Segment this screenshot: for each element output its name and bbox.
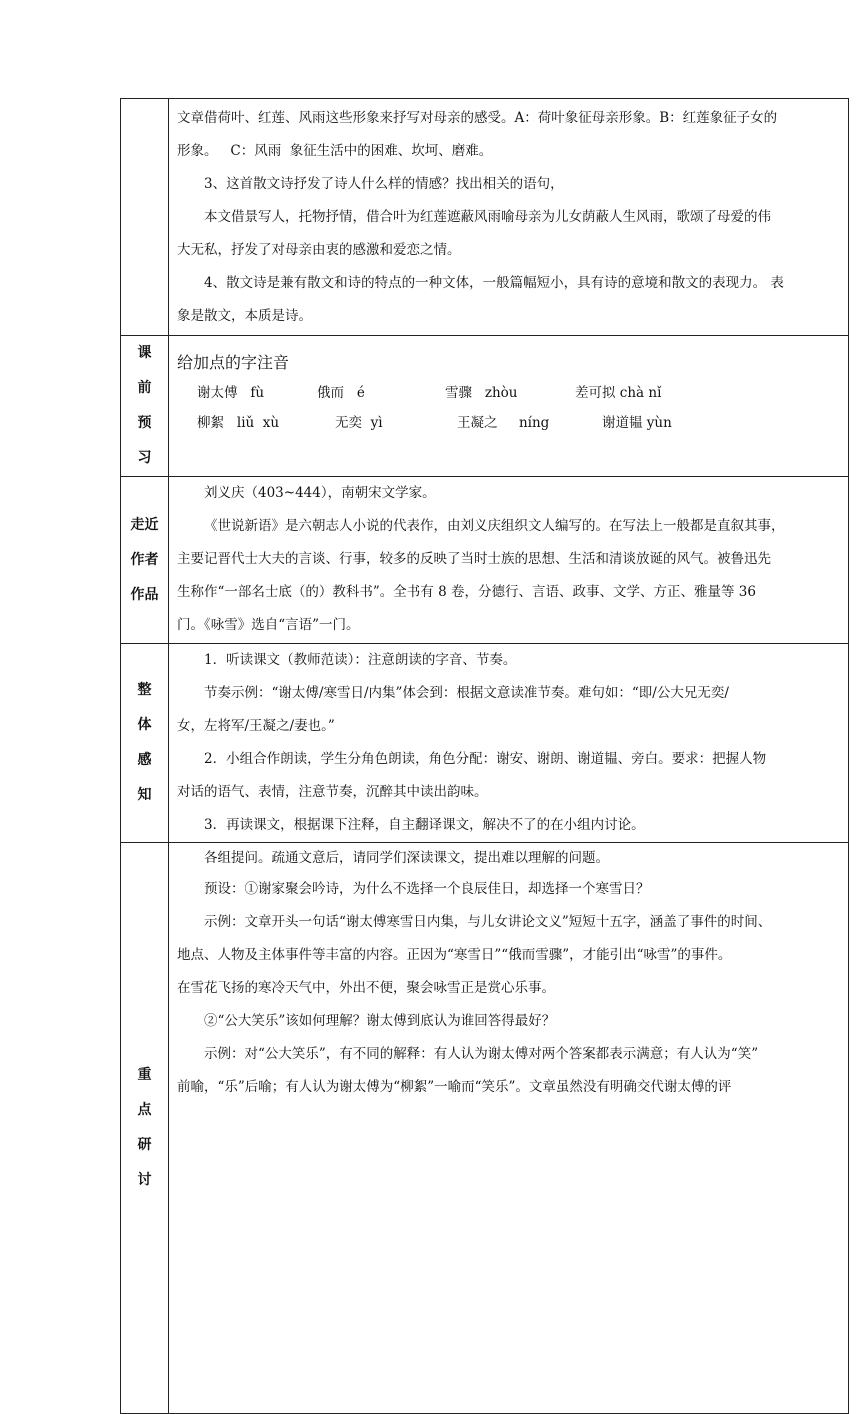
head-char: 整: [137, 682, 152, 698]
text-line: 在雪花飞扬的寒冷天气中，外出不便，聚会咏雪正是赏心乐事。: [177, 980, 555, 996]
text-line: 前喻，“乐”后喻；有人认为谢太傅为“柳絮”一喻而“笑乐”。文章虽然没有明确交代谢太傅的评: [177, 1079, 732, 1095]
text-line: 3．再读课文，根据课下注释，自主翻译课文，解决不了的在小组内讨论。: [204, 817, 645, 833]
pinyin-item: 雪骤 zhòu: [445, 385, 518, 401]
row-author-body: [169, 477, 849, 644]
row-key-body: [169, 843, 849, 1414]
text-line: 预设：①谢家聚会吟诗，为什么不选择一个良辰佳日，却选择一个寒雪日？: [204, 881, 650, 897]
pinyin-item: 俄而 é: [317, 385, 365, 401]
head-char: 感: [137, 752, 152, 768]
pinyin-row-2: [197, 408, 842, 438]
text-line: 大无私，抒发了对母亲由衷的感激和爱恋之情。: [177, 242, 461, 258]
head-char: 讨: [137, 1172, 152, 1188]
preview-title: 给加点的字注音: [177, 353, 290, 372]
head-char: 课: [137, 345, 152, 361]
text-line: 主要记晋代士大夫的言谈、行事，较多的反映了当时士族的思想、生活和清谈放诞的风气。被鲁迅先: [177, 551, 771, 567]
text-line: 2．小组合作朗读，学生分角色朗读，角色分配：谢安、谢朗、谢道韫、旁白。要求：把握人物: [204, 751, 767, 767]
text-line: 门。《咏雪》选自“言语”一门。: [177, 617, 360, 633]
row-overall-head: [121, 644, 169, 843]
row-analysis: [121, 99, 849, 336]
text-line: 生称作“一部名士底（的）教科书”。全书有 8 卷，分德行、言语、政事、文学、方正、雅量等 36: [177, 584, 756, 600]
lesson-plan-table: [120, 98, 849, 1414]
text-line: 地点、人物及主体事件等丰富的内容。正因为“寒雪日”“俄而雪骤”，才能引出“咏雪”的事件。: [177, 947, 732, 963]
row-key-head: [121, 843, 169, 1414]
text-line: 节奏示例：“谢太傅/寒雪日/内集”体会到：根据文意读准节奏。难句如：“即/公大兄无奕/: [204, 685, 729, 701]
pinyin-item: 谢太傅 fù: [197, 385, 265, 401]
row-analysis-head: [121, 99, 169, 336]
text-line: 示例：对“公大笑乐”，有不同的解释：有人认为谢太傅对两个答案都表示满意；有人认为“笑”: [204, 1046, 759, 1062]
text-line: 女，左将军/王凝之/妻也。”: [177, 718, 335, 734]
pinyin-item: 谢道韫 yùn: [602, 415, 672, 431]
head-label: 作品: [130, 586, 159, 603]
head-char: 点: [137, 1102, 152, 1118]
text-line: 刘义庆（403~444），南朝宋文学家。: [204, 485, 436, 501]
head-char: 体: [137, 717, 152, 733]
row-preview-head: [121, 336, 169, 477]
text-line: 对话的语气、表情，注意节奏，沉醉其中读出韵味。: [177, 784, 488, 800]
text-line: ②“公大笑乐”该如何理解？谢太傅到底认为谁回答得最好？: [204, 1013, 556, 1029]
head-label: 作者: [130, 551, 159, 568]
pinyin-item: 王凝之 níng: [457, 415, 550, 431]
text-line: 4、散文诗是兼有散文和诗的特点的一种文体，一般篇幅短小，具有诗的意境和散文的表现力。 表: [204, 275, 784, 291]
head-char: 研: [137, 1137, 152, 1153]
head-label: 走近: [130, 516, 159, 533]
row-overall-body: [169, 644, 849, 843]
row-key-discussion: [121, 843, 849, 1414]
row-overall: [121, 644, 849, 843]
head-char: 前: [137, 380, 152, 396]
text-line: 文章借荷叶、红莲、风雨这些形象来抒写对母亲的感受。A：荷叶象征母亲形象。B：红莲象征子女的: [177, 110, 778, 126]
text-line: 1．听读课文（教师范读）：注意朗读的字音、节奏。: [204, 652, 517, 668]
pinyin-item: 柳絮 liǔ xù: [197, 415, 280, 431]
head-char: 预: [137, 415, 152, 431]
pinyin-row-1: [197, 378, 842, 408]
text-line: 3、这首散文诗抒发了诗人什么样的情感？找出相关的语句，: [204, 176, 564, 192]
row-analysis-body: [169, 99, 849, 336]
text-line: 示例：文章开头一句话“谢太傅寒雪日内集，与儿女讲论文义”短短十五字，涵盖了事件的时间、: [204, 914, 772, 930]
pinyin-item: 差可拟 chà nǐ: [575, 385, 662, 401]
row-preview: [121, 336, 849, 477]
text-line: 形象。 C：风雨 象征生活中的困难、坎坷、磨难。: [177, 143, 493, 159]
head-char: 习: [137, 450, 152, 466]
row-author-head: [121, 477, 169, 644]
text-line: 各组提问。疏通文意后，请同学们深读课文，提出难以理解的问题。: [204, 850, 609, 866]
pinyin-item: 无奕 yì: [335, 415, 383, 431]
head-char: 知: [137, 787, 152, 803]
text-line: 《世说新语》是六朝志人小说的代表作，由刘义庆组织文人编写的。在写法上一般都是直叙其事，: [204, 518, 785, 534]
row-author: [121, 477, 849, 644]
head-char: 重: [137, 1067, 152, 1083]
text-line: 象是散文，本质是诗。: [177, 308, 312, 324]
row-preview-body: [169, 336, 849, 477]
text-line: 本文借景写人，托物抒情，借合叶为红莲遮蔽风雨喻母亲为儿女荫蔽人生风雨，歌颂了母爱的伟: [204, 209, 771, 225]
